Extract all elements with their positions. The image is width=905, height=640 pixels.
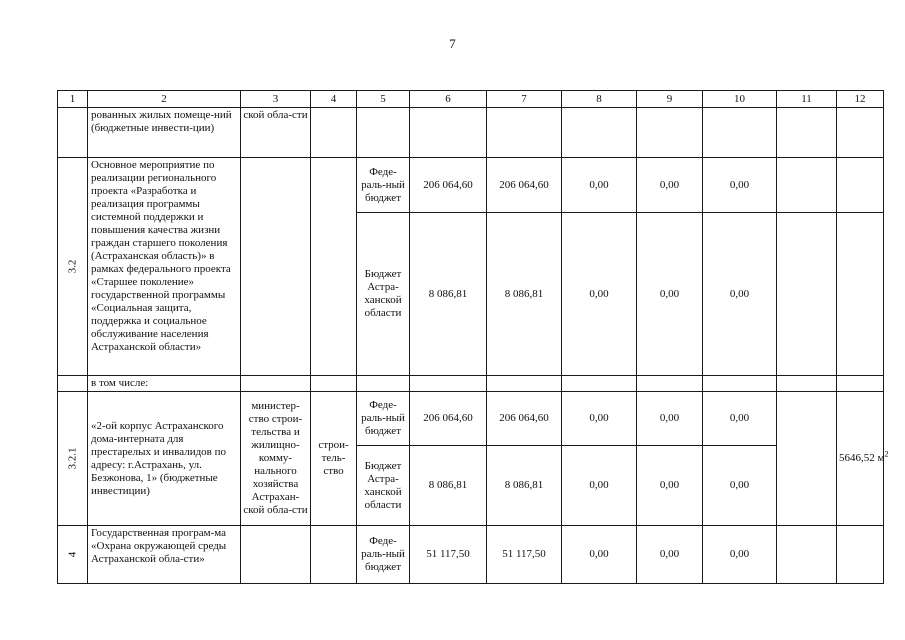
- value-cell: 0,00: [637, 446, 703, 526]
- table-row: [58, 392, 884, 446]
- capacity-cell: [837, 392, 889, 526]
- table-row: [58, 376, 884, 392]
- row-name: Государственная програм-ма «Охрана окружающей среды Астраханской обла-сти»: [88, 526, 241, 584]
- value-cell: 0,00: [703, 446, 777, 526]
- funding-source: Бюджет Астра-ханской области: [357, 213, 410, 376]
- value-cell: 8 086,81: [410, 446, 487, 526]
- row-number-cell: [58, 158, 88, 376]
- row-executor: ской обла-сти: [241, 108, 311, 158]
- value-cell: 0,00: [637, 213, 703, 376]
- table-row: [58, 526, 884, 584]
- value-cell: 0,00: [562, 213, 637, 376]
- header-cell: 12: [837, 91, 884, 108]
- value-cell: 206 064,60: [487, 158, 562, 213]
- value-cell: 51 117,50: [410, 526, 487, 584]
- value-cell: 0,00: [562, 158, 637, 213]
- funding-source: Феде-раль-ный бюджет: [357, 526, 410, 584]
- value-cell: 8 086,81: [487, 446, 562, 526]
- header-cell: 11: [777, 91, 837, 108]
- capacity-value: 5646,52 м: [839, 452, 885, 464]
- funding-source: Бюджет Астра-ханской области: [357, 446, 410, 526]
- table-row: [58, 108, 884, 158]
- value-cell: 8 086,81: [487, 213, 562, 376]
- value-cell: 8 086,81: [410, 213, 487, 376]
- row-number-cell: [58, 392, 88, 526]
- capacity-unit-superscript: 2: [884, 449, 889, 459]
- header-cell: 10: [703, 91, 777, 108]
- header-cell: 9: [637, 91, 703, 108]
- including-label: в том числе:: [88, 376, 241, 392]
- header-cell: 5: [357, 91, 410, 108]
- header-cell: 8: [562, 91, 637, 108]
- funding-source: Феде-раль-ный бюджет: [357, 392, 410, 446]
- value-cell: 51 117,50: [487, 526, 562, 584]
- value-cell: 0,00: [562, 526, 637, 584]
- budget-table: [57, 90, 889, 584]
- value-cell: 0,00: [562, 446, 637, 526]
- header-cell: 2: [88, 91, 241, 108]
- row-name: Основное мероприятие по реализации регионального проекта «Разработка и реализация программы системной поддержки и повышения качества жизни граждан старшего поколения (Астраханская область)» в рамках федерального проекта «Старшее поколение» государственной программы «Социальная защита, поддержка и социальное обслуживание населения Астраханской области»: [88, 158, 241, 376]
- header-cell: 1: [58, 91, 88, 108]
- page-number: 7: [449, 36, 456, 51]
- value-cell: 0,00: [562, 392, 637, 446]
- funding-source: Феде-раль-ный бюджет: [357, 158, 410, 213]
- value-cell: 0,00: [637, 526, 703, 584]
- value-cell: 0,00: [703, 526, 777, 584]
- row-number: 3.2: [66, 259, 78, 274]
- value-cell: 206 064,60: [410, 392, 487, 446]
- header-cell: 6: [410, 91, 487, 108]
- value-cell: 0,00: [637, 158, 703, 213]
- row-number: 4: [66, 551, 78, 558]
- row-name: рованных жилых помеще-ний (бюджетные инвести-ции): [88, 108, 241, 158]
- header-cell: 3: [241, 91, 311, 108]
- header-cell: 4: [311, 91, 357, 108]
- value-cell: 0,00: [637, 392, 703, 446]
- value-cell: 0,00: [703, 392, 777, 446]
- value-cell: 206 064,60: [410, 158, 487, 213]
- value-cell: 206 064,60: [487, 392, 562, 446]
- row-number: 3.2.1: [66, 447, 78, 470]
- row-number-cell: [58, 526, 88, 584]
- row-name: «2-ой корпус Астраханского дома-интерната для престарелых и инвалидов по адресу: г.Астрахань, ул. Безжонова, 1» (бюджетные инвестиции): [88, 392, 241, 526]
- table-row: [58, 158, 884, 213]
- header-cell: 7: [487, 91, 562, 108]
- value-cell: 0,00: [703, 158, 777, 213]
- header-row: [58, 91, 884, 108]
- value-cell: 0,00: [703, 213, 777, 376]
- row-work-type: строи-тель-ство: [311, 392, 357, 526]
- row-executor: министер-ство строи-тельства и жилищно-комму-нального хозяйства Астрахан-ской обла-сти: [241, 392, 311, 526]
